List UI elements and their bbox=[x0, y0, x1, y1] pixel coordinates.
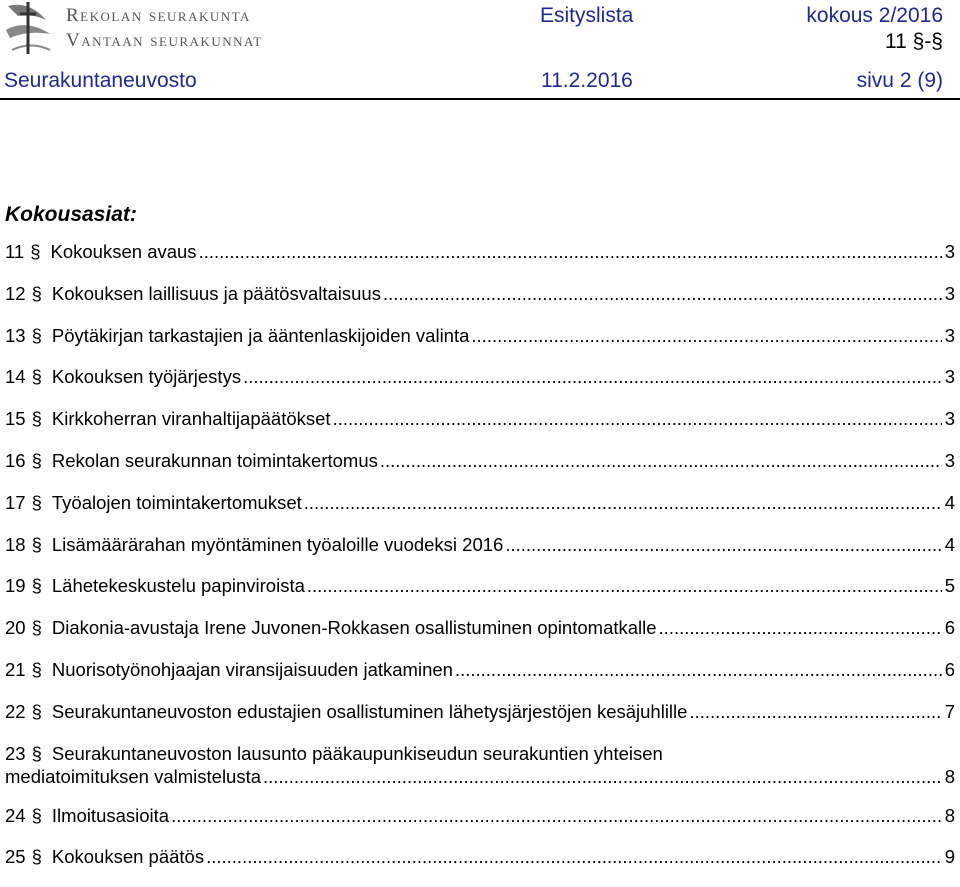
agenda-item[interactable] bbox=[5, 700, 955, 723]
section-sign: § bbox=[30, 241, 41, 262]
agenda-item-title: Kirkkoherran viranhaltijapäätökset bbox=[51, 408, 331, 430]
agenda-item[interactable] bbox=[5, 449, 955, 472]
agenda-item-page: 3 bbox=[944, 449, 955, 471]
agenda-item[interactable] bbox=[5, 616, 955, 639]
section-sign: § bbox=[31, 804, 42, 826]
agenda-item-title: Nuorisotyönohjaajan viransijaisuuden jatkaminen bbox=[51, 658, 453, 680]
agenda-item-title: Kokouksen laillisuus ja päätösvaltaisuus bbox=[51, 282, 381, 304]
organization-name: Rekolan seurakunta bbox=[66, 5, 251, 26]
meeting-number: kokous 2/2016 bbox=[806, 4, 943, 27]
agenda-item-page: 9 bbox=[944, 846, 955, 868]
agenda-item-first-line bbox=[5, 742, 955, 765]
agenda-item-title: Rekolan seurakunnan toimintakertomus bbox=[51, 449, 378, 471]
dot-leader bbox=[383, 282, 942, 305]
dot-leader bbox=[243, 365, 942, 388]
organization-parent: Vantaan seurakunnat bbox=[66, 30, 263, 51]
dot-leader bbox=[263, 765, 942, 788]
dot-leader bbox=[380, 449, 942, 472]
agenda-item-number: 13 bbox=[5, 324, 26, 346]
agenda-item-number: 17 bbox=[5, 491, 26, 513]
section-sign: § bbox=[31, 617, 42, 639]
agenda-item-page: 8 bbox=[944, 765, 955, 787]
agenda-item-title: Kokouksen työjärjestys bbox=[51, 366, 242, 388]
governing-body: Seurakuntaneuvosto bbox=[4, 69, 197, 92]
agenda-item-title: Pöytäkirjan tarkastajien ja ääntenlaskijoiden valinta bbox=[51, 324, 470, 346]
section-sign: § bbox=[31, 366, 42, 388]
section-sign: § bbox=[31, 533, 42, 555]
parish-logo-icon bbox=[2, 0, 56, 56]
section-sign: § bbox=[31, 449, 42, 471]
agenda-item[interactable] bbox=[5, 574, 955, 597]
dot-leader bbox=[333, 407, 942, 430]
agenda-heading: Kokousasiat: bbox=[5, 203, 137, 226]
dot-leader bbox=[471, 324, 942, 347]
agenda-item-number: 23 bbox=[5, 742, 26, 764]
agenda-item-title: Työalojen toimintakertomukset bbox=[51, 491, 302, 513]
agenda-item-number: 12 bbox=[5, 282, 26, 304]
agenda-item-page: 3 bbox=[944, 241, 955, 262]
agenda-item-number: 18 bbox=[5, 533, 26, 555]
dot-leader bbox=[304, 491, 942, 514]
agenda-item-number: 21 bbox=[5, 658, 26, 680]
dot-leader bbox=[659, 616, 942, 639]
section-sign: § bbox=[31, 408, 42, 430]
agenda-item-title: Seurakuntaneuvoston edustajien osallistuminen lähetysjärjestöjen kesäjuhlille bbox=[51, 700, 688, 722]
section-sign: § bbox=[31, 575, 42, 597]
dot-leader bbox=[505, 533, 942, 556]
agenda-item[interactable] bbox=[5, 804, 955, 827]
agenda-item-title: Ilmoitusasioita bbox=[51, 804, 170, 826]
agenda-item[interactable] bbox=[5, 533, 955, 556]
agenda-item[interactable] bbox=[5, 742, 955, 788]
header-divider bbox=[0, 98, 960, 100]
dot-leader bbox=[455, 658, 942, 681]
agenda-item-number: 16 bbox=[5, 449, 26, 471]
agenda-item-page: 7 bbox=[944, 700, 955, 722]
agenda-item[interactable] bbox=[5, 845, 955, 868]
dot-leader bbox=[199, 240, 942, 263]
agenda-item-page: 4 bbox=[944, 533, 955, 555]
agenda-item[interactable] bbox=[5, 324, 955, 347]
agenda-list bbox=[5, 240, 955, 887]
dot-leader bbox=[307, 574, 942, 597]
agenda-item-title: Kokouksen päätös bbox=[51, 846, 205, 868]
meeting-date: 11.2.2016 bbox=[541, 69, 633, 92]
dot-leader bbox=[171, 804, 942, 827]
agenda-item-page: 3 bbox=[944, 366, 955, 388]
section-sign: § bbox=[31, 742, 42, 764]
section-range: 11 §-§ bbox=[885, 30, 943, 53]
agenda-item-number: 11 bbox=[5, 241, 25, 262]
document-type: Esityslista bbox=[540, 4, 634, 27]
section-sign: § bbox=[31, 324, 42, 346]
agenda-item-number: 22 bbox=[5, 700, 26, 722]
agenda-item-title: Seurakuntaneuvoston lausunto pääkaupunkiseudun seurakuntien yhteisen bbox=[51, 742, 663, 764]
agenda-item-page: 4 bbox=[944, 491, 955, 513]
agenda-item-number: 15 bbox=[5, 408, 26, 430]
agenda-item-title: Lisämäärärahan myöntäminen työaloille vuodeksi 2016 bbox=[51, 533, 504, 555]
agenda-item-page: 5 bbox=[944, 575, 955, 597]
agenda-item-title: Kokouksen avaus bbox=[50, 241, 197, 262]
section-sign: § bbox=[31, 700, 42, 722]
agenda-item[interactable] bbox=[5, 365, 955, 388]
section-sign: § bbox=[31, 282, 42, 304]
agenda-item[interactable] bbox=[5, 407, 955, 430]
page-number: sivu 2 (9) bbox=[856, 69, 943, 92]
agenda-item-page: 3 bbox=[944, 324, 955, 346]
agenda-item-page: 8 bbox=[944, 804, 955, 826]
agenda-item[interactable] bbox=[5, 240, 955, 263]
agenda-item[interactable] bbox=[5, 282, 955, 305]
agenda-item[interactable] bbox=[5, 491, 955, 514]
section-sign: § bbox=[31, 846, 42, 868]
agenda-item-page: 3 bbox=[944, 408, 955, 430]
agenda-item-page: 6 bbox=[944, 617, 955, 639]
agenda-item-number: 14 bbox=[5, 366, 26, 388]
agenda-item-number: 20 bbox=[5, 617, 26, 639]
agenda-item-number: 25 bbox=[5, 846, 26, 868]
section-sign: § bbox=[31, 658, 42, 680]
agenda-item-title-continued: mediatoimituksen valmistelusta bbox=[5, 765, 262, 787]
dot-leader bbox=[689, 700, 942, 723]
agenda-item[interactable] bbox=[5, 658, 955, 681]
agenda-item-title: Lähetekeskustelu papinviroista bbox=[51, 575, 305, 597]
agenda-item-number: 19 bbox=[5, 575, 26, 597]
section-sign: § bbox=[31, 491, 42, 513]
agenda-item-number: 24 bbox=[5, 804, 26, 826]
agenda-item-page: 6 bbox=[944, 658, 955, 680]
agenda-item-title: Diakonia-avustaja Irene Juvonen-Rokkasen osallistuminen opintomatkalle bbox=[51, 617, 657, 639]
agenda-item-page: 3 bbox=[944, 282, 955, 304]
document-header bbox=[0, 0, 960, 100]
dot-leader bbox=[206, 845, 942, 868]
